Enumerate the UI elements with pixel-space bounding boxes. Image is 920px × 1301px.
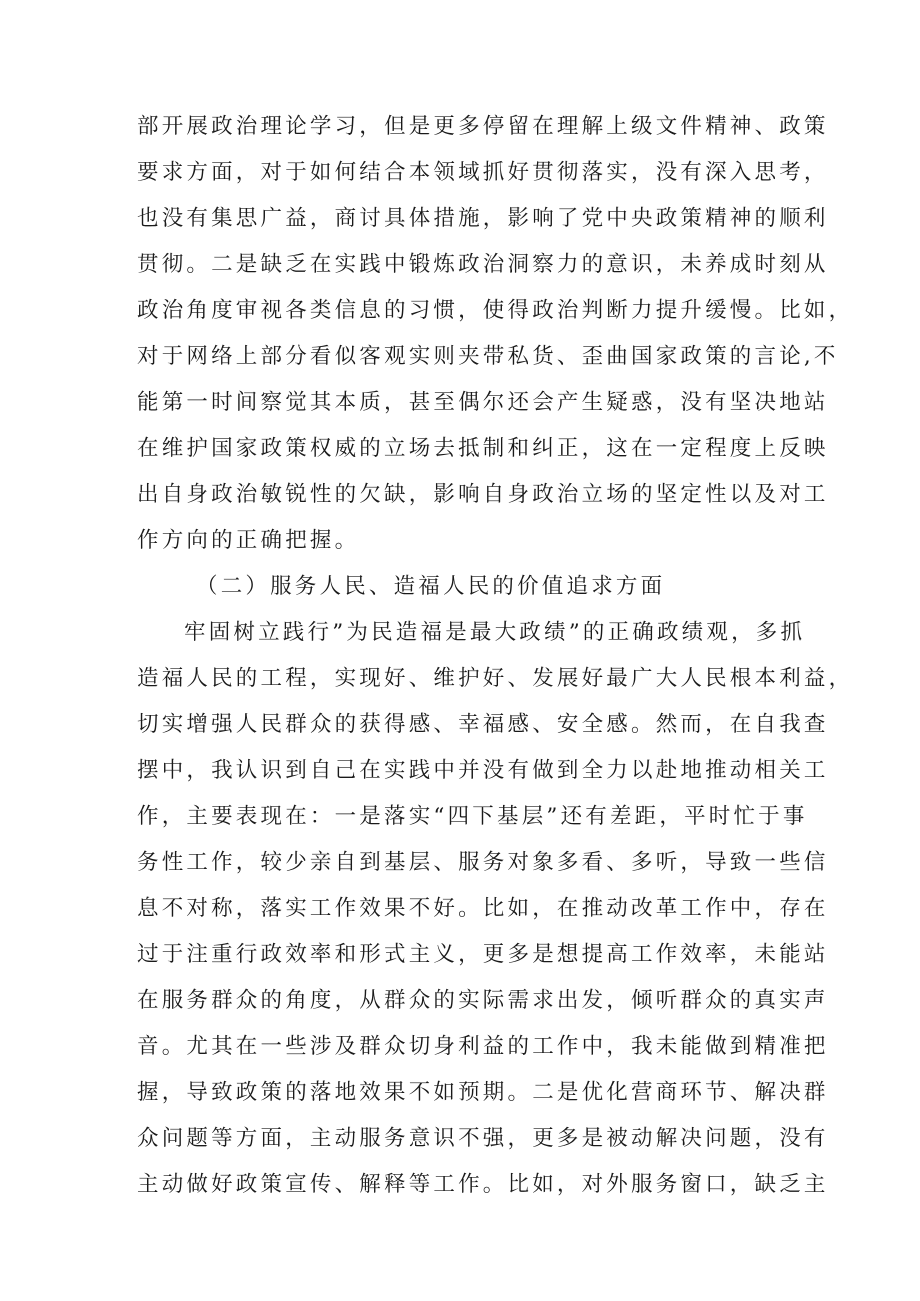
paragraph-line: 牢固树立践行”为民造福是最大政绩”的正确政绩观，多抓: [184, 620, 806, 645]
paragraph-line: 切实增强人民群众的获得感、幸福感、安全感。然而，在自我查: [137, 712, 829, 737]
paragraph-line: 在维护国家政策权威的立场去抵制和纠正，这在一定程度上反映: [137, 436, 829, 461]
paragraph-line: 摆中，我认识到自己在实践中并没有做到全力以赴地推动相关工: [137, 758, 829, 783]
paragraph-line: 主动做好政策宣传、解释等工作。比如，对外服务窗口，缺乏主: [137, 1172, 829, 1197]
paragraph-line: 政治角度审视各类信息的习惯，使得政治判断力提升缓慢。比如，: [137, 298, 854, 323]
section-heading: （二）服务人民、造福人民的价值追求方面: [196, 574, 666, 599]
paragraph-line: 音。尤其在一些涉及群众切身利益的工作中，我未能做到精准把: [137, 1034, 829, 1059]
paragraph-line: 务性工作，较少亲自到基层、服务对象多看、多听，导致一些信: [137, 850, 829, 875]
paragraph-line: 对于网络上部分看似客观实则夹带私货、歪曲国家政策的言论,不: [137, 344, 839, 369]
paragraph-line: 过于注重行政效率和形式主义，更多是想提高工作效率，未能站: [137, 942, 829, 967]
paragraph-line: 部开展政治理论学习，但是更多停留在理解上级文件精神、政策: [137, 114, 829, 139]
paragraph-line: 也没有集思广益，商讨具体措施，影响了党中央政策精神的顺利: [137, 206, 829, 231]
paragraph-line: 贯彻。二是缺乏在实践中锻炼政治洞察力的意识，未养成时刻从: [137, 252, 829, 277]
paragraph-line: 在服务群众的角度，从群众的实际需求出发，倾听群众的真实声: [137, 988, 829, 1013]
paragraph-line: 众问题等方面，主动服务意识不强，更多是被动解决问题，没有: [137, 1126, 829, 1151]
paragraph-line: 作方向的正确把握。: [137, 528, 360, 553]
paragraph-line: 要求方面，对于如何结合本领域抓好贯彻落实，没有深入思考，: [137, 160, 829, 185]
document-body: [137, 104, 854, 1208]
paragraph-line: 出自身政治敏锐性的欠缺，影响自身政治立场的坚定性以及对工: [137, 482, 829, 507]
paragraph-line: 能第一时间察觉其本质，甚至偶尔还会产生疑惑，没有坚决地站: [137, 390, 829, 415]
paragraph-line: 作，主要表现在：一是落实“四下基层”还有差距，平时忙于事: [137, 804, 808, 829]
paragraph-line: 息不对称，落实工作效果不好。比如，在推动改革工作中，存在: [137, 896, 829, 921]
paragraph-line: 握，导致政策的落地效果不如预期。二是优化营商环节、解决群: [137, 1080, 829, 1105]
paragraph-line: 造福人民的工程，实现好、维护好、发展好最广大人民根本利益，: [137, 666, 854, 691]
